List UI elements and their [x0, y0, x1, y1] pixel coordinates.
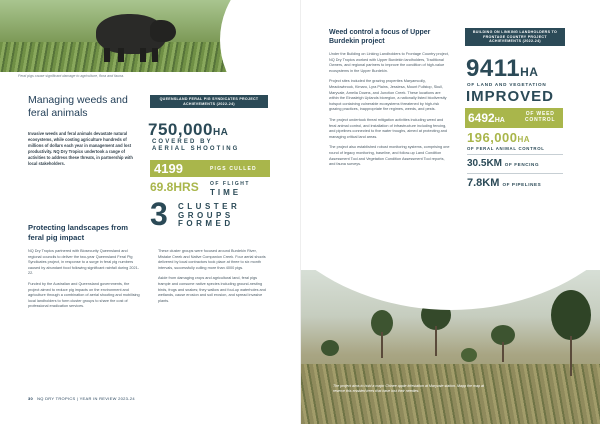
paragraph: NQ Dry Tropics partnered with Biosecurity Queensland and regional councils to deliver the two-year Queensland Feral Pig Syndicates project, in response to a surge in feral pig numbers caused by abundant food following significant rainfall during 2021-22. — [28, 249, 140, 276]
stat-land-label-2: IMPROVED — [466, 88, 555, 105]
stat-land-label: OF LAND AND VEGETATION — [467, 82, 547, 87]
stat-pipelines: 7.8KM OF PIPELINES — [467, 177, 542, 189]
stat-fencing: 30.5KM OF FENCING — [467, 158, 540, 169]
stat-weed: 6492HA OF WEED CONTROL — [465, 108, 563, 128]
stat-pigs: 4199 PIGS CULLED — [150, 160, 270, 177]
stats-header: BUILDING ON LINKING LANDHOLDERS TO FRONTAGE COUNTRY PROJECT ACHIEVEMENTS (2022-24) — [465, 28, 565, 46]
paragraph: These cluster groups were focused around Burdekin River, Mistake Creek and Native Companion Creek. Four aerial shoots delivered by local contractors took place at three to six month intervals, successfully culling more than 4000 pigs. — [158, 249, 266, 270]
divider — [467, 154, 563, 155]
body-column — [329, 52, 451, 173]
photo-caption: Feral pigs cause significant damage to agriculture, flora and fauna. — [18, 74, 125, 78]
body-column-b — [158, 249, 270, 309]
stat-clusters-label: CLUSTER GROUPS FORMED — [178, 202, 241, 228]
page-footer: 30 NQ DRY TROPICS | YEAR IN REVIEW 2023-24 — [28, 396, 135, 401]
right-page — [300, 0, 600, 424]
divider — [467, 173, 563, 174]
stat-flight-hours: 69.8HRS — [150, 180, 199, 194]
stat-flight-label-2: TIME — [210, 188, 242, 197]
landscape-photo — [301, 270, 600, 424]
paragraph: The project undertook threat mitigation activities including weed and feral animal control, and installation of infrastructure including fencing, and pipelines connected to five water troughs, aimed at protecting and managing critical land areas. — [329, 117, 447, 139]
intro-paragraph: Invasive weeds and feral animals devastate natural ecosystems, while costing agriculture hundreds of millions of dollars each year in management and lost productivity. NQ Dry Tropics undertook a range of activities to address these threats, in partnership with local stakeholders. — [28, 131, 133, 166]
stat-land: 9411HA — [466, 55, 539, 82]
pig-head — [150, 20, 176, 42]
paragraph: Under the Building on Linking Landholders to Frontage Country project, NQ Dry Tropics worked with Upper Burdekin landholders, Traditional Owners, and regional partners to improve the condition of high-value ecosystems in the Upper Burdekin. — [329, 52, 449, 73]
body-column-a — [28, 249, 140, 315]
section-title: Weed control a focus of Upper Burdekin project — [329, 29, 431, 45]
subsection-title: Protecting landscapes from feral pig impact — [28, 223, 129, 242]
section-title: Managing weeds and feral animals — [28, 94, 128, 119]
photo-caption: The project aims to hold a major Chinee apple infestation at Maryvale station. Mapp the map at reserve this enabled trees that have lost their needles. — [333, 384, 485, 393]
paragraph: Aside from damaging crops and agricultural land, feral pigs trample and consume native species including ground-nesting birds, frogs and snakes; they wallow and foul-up waterholes and wetlands, cause erosion and soil erosion, and spread invasive plants. — [158, 276, 266, 303]
stat-flight-label: OF FLIGHT — [210, 181, 250, 187]
stats-header: QUEENSLAND FERAL PIG SYNDICATES PROJECT ACHIEVEMENTS (2022-24) — [150, 95, 268, 108]
stat-area-label: COVERED BY AERIAL SHOOTING — [152, 139, 240, 152]
paragraph: The project also established robust monitoring systems, comprising one round of legacy monitoring, baseline, and follow-up Land Condition Assessment Tool and Vegetation Condition Assessment Tool reports, and fauna surveys. — [329, 145, 450, 167]
feral-pig-photo — [0, 0, 300, 72]
stat-area: 750,000HA — [148, 120, 229, 139]
stat-feral: 196,000HA — [467, 130, 531, 145]
stat-clusters: 3 — [150, 196, 168, 232]
paragraph: Project sites included the grazing properties Maryamcolly, Meadowbrook, Kimaro, Lyra Plains, Jessiesa, Mount Fullstop, Skull, Maryvale, Amelia Downs, and Junction Creek. These locations are within the Einasleigh Uplands bioregion, a nationally listed biodiversity hotspot containing vulnerable ecosystems threatened by high-risk grazing practices, inappropriate fire regimes, weeds, and pests. — [329, 79, 447, 112]
stat-feral-label: OF FERAL ANIMAL CONTROL — [467, 146, 545, 151]
paragraph: Funded by the Australian and Queensland governments, the project aimed to reduce pig impacts on the environment and agriculture through a combination of aerial shooting and mobilising local landholders to form cluster groups to share the cost of professional eradication services. — [28, 281, 140, 309]
